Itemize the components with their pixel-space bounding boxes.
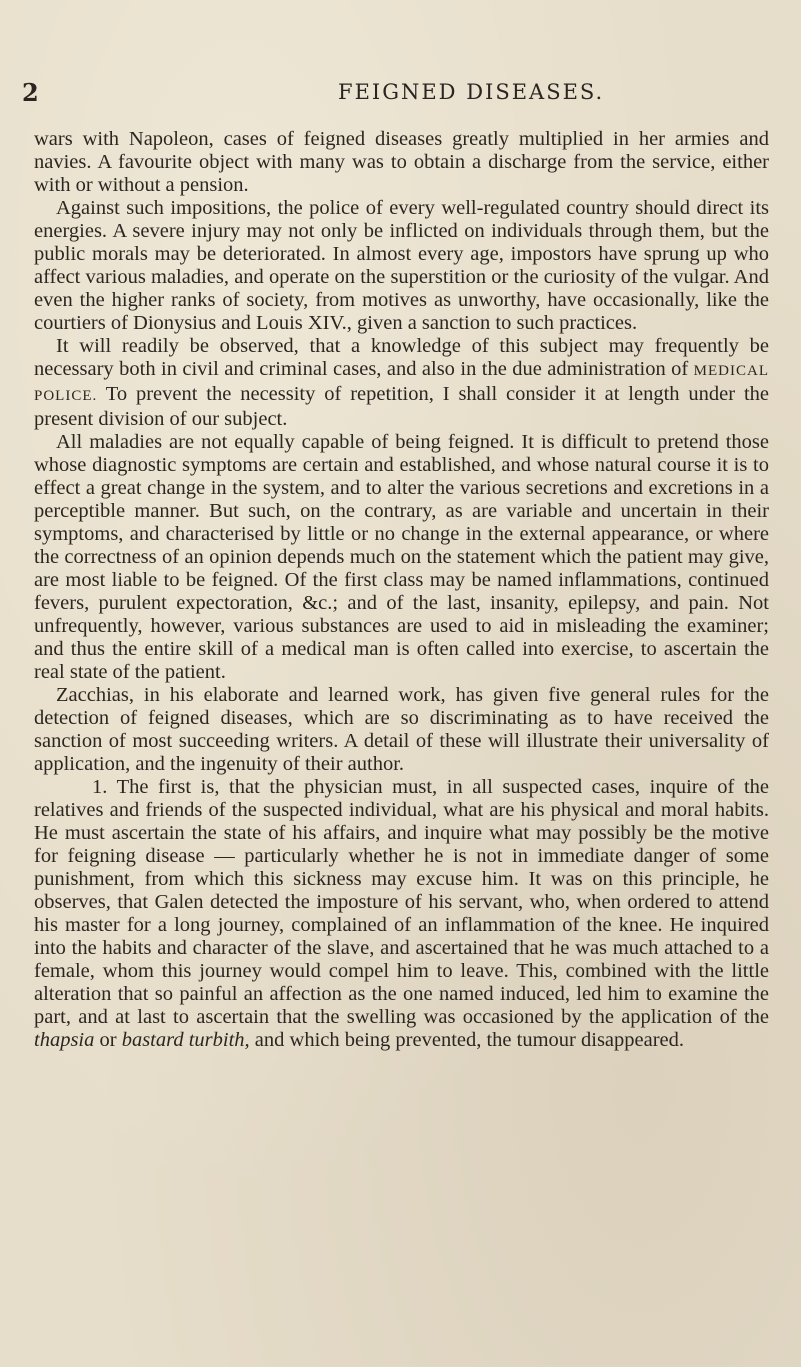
- paragraph-text: and which being prevented, the tumour disappeared.: [249, 1029, 685, 1051]
- paragraph-maladies: All maladies are not equally capable of being feigned. It is difficult to pretend those whose diagnostic symptoms are certain and established, and whose natural course it is to effect a great change in the system, and to alter the various secretions and excretions in a perceptible manner. But such, on the contrary, as are variable and uncertain in their symptoms, and characterised by little or no change in the external appearance, or where the correctness of an opinion depends much on the statement which the patient may give, are most liable to be feigned. Of the first class may be named inflammations, continued fevers, purulent expectoration, &c.; and of the last, insanity, epilepsy, and pain. Not unfrequently, however, various substances are used to aid in misleading the examiner; and thus the entire skill of a medical man is often called into exercise, to ascertain the real state of the patient.: [34, 431, 769, 683]
- paragraph-impositions: Against such impositions, the police of every well-regulated country should direct its energies. A severe injury may not only be inflicted on individuals through them, but the public morals may be deteriorated. In almost every age, impostors have sprung up who affect various maladies, and operate on the superstition or the curiosity of the vulgar. And even the higher ranks of society, from motives as unworthy, have occasionally, like the courtiers of Dionysius and Louis XIV., given a sanction to such practices.: [34, 197, 769, 334]
- paragraph-medical-police: [34, 335, 769, 431]
- paragraph-text: It will readily be observed, that a knowledge of this subject may frequently be necessary both in civil and criminal cases, and also in the due administration of: [34, 335, 769, 380]
- paragraph-continuation: wars with Napoleon, cases of feigned diseases greatly multiplied in her armies and navies. A favourite object with many was to obtain a discharge from the service, either with or without a pension.: [34, 128, 769, 196]
- paragraph-text: or: [94, 1029, 122, 1051]
- paragraph-zacchias: Zacchias, in his elaborate and learned work, has given five general rules for the detection of feigned diseases, which are so discriminating as to have received the sanction of most succeeding writers. A detail of these will illustrate their universality of application, and the ingenuity of their author.: [34, 684, 769, 775]
- running-head: [0, 78, 801, 108]
- paragraph-first-rule: [34, 776, 769, 1052]
- paragraph-text: 1. The first is, that the physician must, in all suspected cases, inquire of the relatives and friends of the suspected individual, what are his physical and moral habits. He must ascertain the state of his affairs, and inquire what may possibly be the motive for feigning disease — particularly whether he is not in immediate danger of some punishment, from which this sickness may excuse him. It was on this principle, he observes, that Galen detected the imposture of his servant, who, when ordered to attend his master for a long journey, complained of an inflammation of the knee. He inquired into the habits and character of the slave, and ascertained that he was much attached to a female, whom this journey would compel him to leave. This, combined with the little alteration that so painful an affection as the one named induced, led him to examine the part, and at last to ascertain that the swelling was occasioned by the application of the: [34, 776, 769, 1028]
- small-caps-term: MEDICAL POLICE.: [34, 363, 769, 404]
- italic-term: bastard turbith,: [121, 1029, 250, 1051]
- running-title: FEIGNED DISEASES.: [338, 80, 605, 104]
- body-text: [34, 128, 769, 1052]
- page-number: 2: [22, 78, 40, 107]
- paragraph-text: To prevent the necessity of repetition, I shall consider it at length under the present division of our subject.: [34, 383, 769, 430]
- italic-term: thapsia: [34, 1029, 95, 1051]
